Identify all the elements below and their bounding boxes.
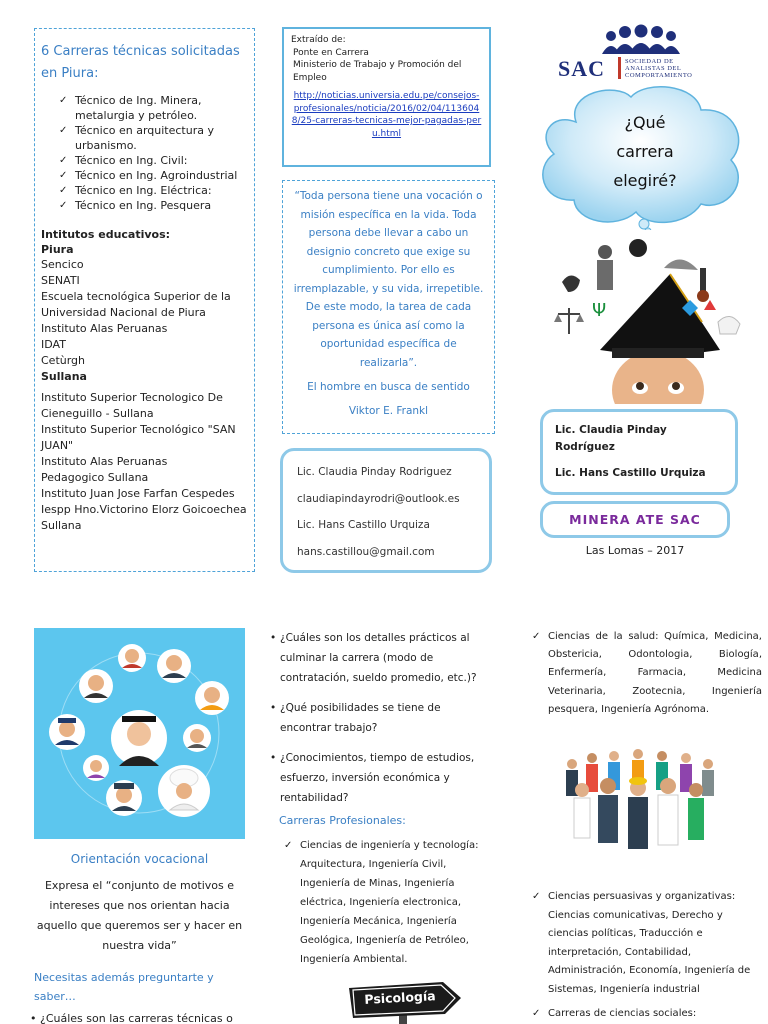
contact-email-2[interactable]: hans.castillou@gmail.com (297, 545, 435, 558)
list-item: ✓ Ciencias de la salud: Química, Medicina, Obstericia, Odontologia, Biología, Enfermería, Farmacia, Medicina Veterinaria, Zootecnia, Ingeniería pesquera, Ingeniería Agrónoma. (530, 628, 762, 719)
institutes-heading: Intitutos educativos: (41, 228, 171, 241)
professions-circle-illustration (34, 628, 245, 839)
people-logo-icon (556, 24, 726, 58)
organization-card (540, 501, 730, 538)
list-item: IDAT (41, 338, 66, 351)
piura-heading: Piura (41, 243, 74, 256)
list-item: Instituto Superior Tecnologico De Cieneguillo - Sullana (41, 391, 223, 420)
list-item: ✓ Técnico en arquitectura y urbanismo. (57, 123, 248, 153)
logo-line-1: SOCIEDAD DE (625, 58, 674, 65)
list-item: ✓ Ciencias persuasivas y organizativas: Ciencias comunicativas, Derecho y ciencias políticas, Traducción e interpretación, Contabilidad, Administración, Economía, Ingeniería de Sistemas, Ingeniería industrial (530, 888, 762, 999)
first-question (30, 1012, 260, 1024)
list-item: • ¿Cuáles son los detalles prácticos al culminar la carrera (modo de contratación, sueldo promedio, etc.)? (270, 628, 490, 688)
list-item: • ¿Qué posibilidades se tiene de encontrar trabajo? (270, 698, 490, 738)
technical-careers-list (41, 93, 248, 213)
first-question-text: ¿Cuáles son las carreras técnicas o (40, 1012, 233, 1024)
list-item: Pedagogico Sullana (41, 471, 149, 484)
technical-careers-title: 6 Carreras técnicas solicitadas en Piura: (41, 44, 240, 81)
practical-questions-list (270, 628, 490, 818)
place-year: Las Lomas – 2017 (585, 544, 685, 557)
professional-careers-heading: Carreras Profesionales: (279, 814, 406, 827)
svg-text:Ψ: Ψ (592, 300, 607, 321)
health-sciences-list (530, 628, 762, 719)
cloud-line-2: carrera (616, 142, 674, 161)
contact-name-2: Lic. Hans Castillo Urquiza (297, 519, 430, 531)
ask-heading: Necesitas además preguntarte y saber… (34, 971, 214, 1003)
source-label: Extraído de: (291, 35, 346, 45)
professionals-crowd-illustration (552, 744, 728, 856)
source-link[interactable]: http://noticias.universia.edu.pe/consejos-profesionales/noticia/2016/02/04/1136048/25-carreras-tecnicas-mejor-pagadas-peru.html (291, 91, 482, 139)
list-item: ✓ Ciencias de ingeniería y tecnología: Arquitectura, Ingeniería Civil, Ingeniería de Minas, Ingeniería eléctrica, Ingeniería electronica, Ingeniería Mecánica, Ingeniería Geológica, Ingeniería de Petróleo, Ingeniería Ambiental. (282, 836, 482, 969)
list-item: Cetùrgh (41, 354, 86, 367)
engineering-careers-list (282, 836, 482, 969)
list-item: Instituto Superior Tecnológico "SAN JUAN" (41, 423, 236, 452)
sac-logo (556, 24, 726, 82)
logo-line-2: ANALISTAS DEL (625, 65, 682, 72)
piura-list (41, 257, 248, 369)
psychology-sign-label: Psicología (364, 988, 436, 1007)
list-item: ✓ Carreras de ciencias sociales: (530, 1006, 762, 1022)
quote-book: El hombre en busca de sentido (307, 381, 470, 393)
logo-acronym: SAC (558, 56, 606, 81)
bullet-icon: • (30, 1012, 40, 1024)
vocational-orientation-title: Orientación vocacional (70, 852, 209, 866)
source-box (282, 27, 491, 167)
list-item: ✓ Técnico en Ing. Agroindustrial (57, 168, 248, 183)
list-item: SENATI (41, 274, 80, 287)
technical-careers-panel (34, 28, 255, 572)
social-sciences-list (530, 1006, 762, 1022)
logo-line-3: COMPORTAMIENTO (625, 72, 693, 79)
contact-name-1: Lic. Claudia Pinday Rodriguez (297, 466, 452, 478)
list-item: ✓ Técnico en Ing. Civil: (57, 153, 248, 168)
cloud-line-1: ¿Qué (624, 113, 666, 132)
list-item: Iespp Hno.Victorino Elorz Goicoechea Sullana (41, 503, 247, 532)
persuasive-sciences-list (530, 888, 762, 999)
vocational-orientation-body: Expresa el “conjunto de motivos e intereses que nos orientan hacia aquello que queremos ser y hacer en nuestra vida” (36, 879, 243, 952)
cloud-line-3: elegiré? (613, 171, 677, 190)
list-item: Instituto Alas Peruanas (41, 322, 168, 335)
organization-name: MINERA ATE SAC (569, 512, 701, 527)
list-item: Sencico (41, 258, 84, 271)
author-name-2: Lic. Hans Castillo Urquiza (555, 467, 706, 479)
list-item: Instituto Alas Peruanas (41, 455, 168, 468)
authors-card (540, 409, 738, 495)
logo-subtitle (625, 58, 692, 79)
quote-text: “Toda persona tiene una vocación o misión específica en la vida. Toda persona debe llevar a cabo un designio concreto que exige su cumplimiento. Por ello es irremplazable, y su vida, irrepetible. De este modo, la tarea de cada persona es única así como la oportunidad específica de realizarla”. (293, 190, 484, 369)
sullana-heading: Sullana (41, 370, 87, 383)
quote-author: Viktor E. Frankl (348, 405, 429, 417)
sullana-list (41, 390, 248, 534)
contacts-card (280, 448, 492, 573)
source-line-1: Ponte en Carrera (293, 47, 369, 58)
list-item: Escuela tecnológica Superior de la Universidad Nacional de Piura (41, 290, 231, 319)
list-item: ✓ Técnico en Ing. Eléctrica: (57, 183, 248, 198)
list-item: ✓ Técnico de Ing. Minera, metalurgia y petróleo. (57, 93, 248, 123)
list-item: • ¿Conocimientos, tiempo de estudios, esfuerzo, inversión económica y rentabilidad? (270, 748, 490, 808)
graduate-thinking-illustration (540, 230, 748, 404)
author-name-1: Lic. Claudia Pinday Rodríguez (555, 424, 667, 453)
list-item: Instituto Juan Jose Farfan Cespedes (41, 487, 235, 500)
source-line-2: Ministerio de Trabajo y Promoción del Empleo (293, 60, 462, 83)
logo-divider (618, 57, 621, 79)
contact-email-1[interactable]: claudiapindayrodri@outlook.es (297, 492, 460, 505)
cloud-question (560, 108, 730, 195)
list-item: ✓ Técnico en Ing. Pesquera (57, 198, 248, 213)
quote-box (282, 180, 495, 434)
